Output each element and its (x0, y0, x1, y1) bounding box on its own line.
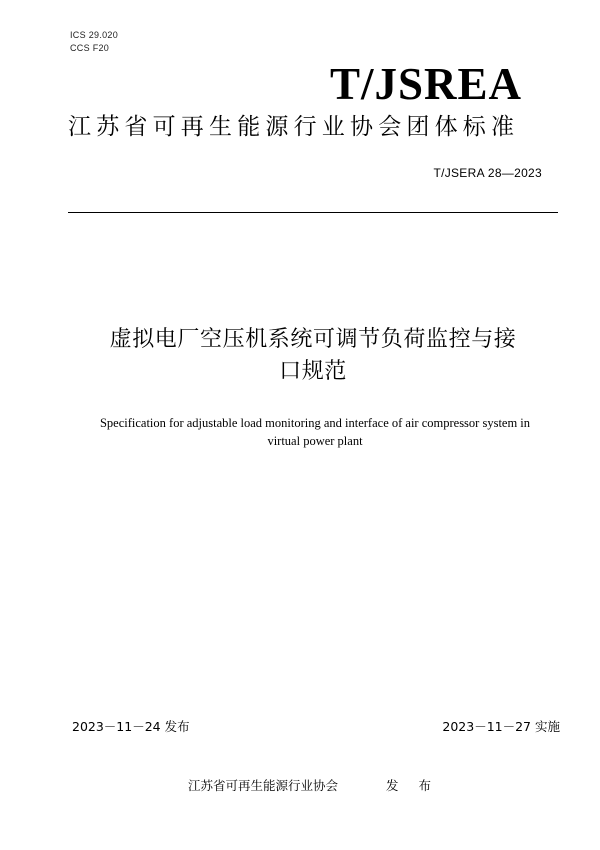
organization-standard-title: 江苏省可再生能源行业协会团体标准 (68, 114, 520, 140)
ics-code: ICS 29.020 (70, 30, 119, 40)
chinese-title (66, 324, 560, 388)
issue-date: 2023－11－24 发布 (72, 719, 190, 734)
implementation-date: 2023－11－27 实施 (442, 719, 560, 734)
chinese-title-line-1: 虚拟电厂空压机系统可调节负荷监控与接 (109, 327, 517, 352)
chinese-title-line-2: 口规范 (279, 359, 347, 384)
english-title-line-2: virtual power plant (267, 434, 363, 448)
english-title-line-1: Specification for adjustable load monitoring and interface of air compressor system in (99, 416, 531, 430)
header-divider (68, 212, 558, 213)
publisher-name: 江苏省可再生能源行业协会 (188, 778, 339, 793)
english-title (60, 414, 570, 450)
standard-brand-mark: T/JSREA (329, 59, 522, 109)
publish-label: 发 布 (386, 778, 439, 793)
ccs-code: CCS F20 (70, 43, 110, 53)
standard-number: T/JSERA 28—2023 (433, 166, 542, 180)
